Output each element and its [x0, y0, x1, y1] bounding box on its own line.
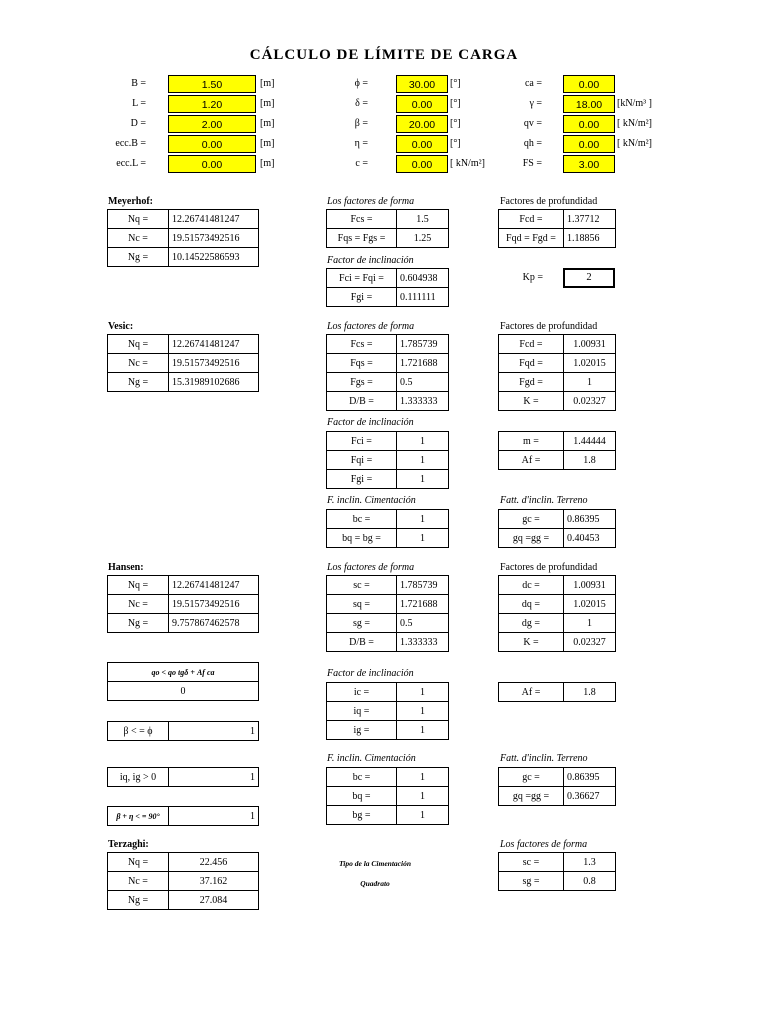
c1-label: β < = ϕ [108, 722, 169, 741]
vesic-m-table [498, 431, 616, 470]
row-label: D/B = [327, 392, 397, 411]
table-row [108, 614, 259, 633]
row-label: Nq = [108, 576, 169, 595]
row-value: 1 [564, 614, 616, 633]
hansen-incl-table [326, 682, 449, 740]
input-label: D = [130, 118, 146, 129]
hansen-ter-caption: Fatt. d'inclin. Terreno [500, 753, 588, 764]
row-value: 19.51573492516 [169, 595, 259, 614]
row-label: gc = [499, 768, 564, 787]
table-row [108, 373, 259, 392]
table-row [327, 510, 449, 529]
row-value: 0.36627 [564, 787, 616, 806]
row-label: bq = bg = [327, 529, 397, 548]
input-label: L = [132, 98, 146, 109]
input-value-cell[interactable]: 1.20 [168, 95, 256, 113]
hansen-n-table [107, 575, 259, 633]
row-value: 1.02015 [564, 595, 616, 614]
row-label: Nc = [108, 872, 169, 891]
table-row [327, 595, 449, 614]
input-label: qh = [523, 138, 542, 149]
row-value: 1 [397, 768, 449, 787]
row-label: Fqs = Fgs = [327, 229, 397, 248]
hansen-c1-table [107, 721, 259, 741]
c1-value: 1 [169, 722, 259, 741]
row-value: 0.8 [564, 872, 616, 891]
row-label: ig = [327, 721, 397, 740]
row-value: 9.757867462578 [169, 614, 259, 633]
row-label: Ng = [108, 614, 169, 633]
table-row [108, 229, 259, 248]
table-row [327, 614, 449, 633]
vesic-n-table [107, 334, 259, 392]
row-label: dg = [499, 614, 564, 633]
input-label: c = [355, 158, 368, 169]
row-label: K = [499, 392, 564, 411]
table-row [108, 872, 259, 891]
table-row [327, 373, 449, 392]
vesic-forma-table [326, 334, 449, 411]
row-label: Fcd = [499, 335, 564, 354]
c2-label: iq, ig > 0 [108, 768, 169, 787]
table-row [327, 529, 449, 548]
row-label: Nq = [108, 853, 169, 872]
table-row [499, 229, 616, 248]
kp-value: 2 [563, 268, 615, 288]
row-value: 1 [397, 432, 449, 451]
table-row [499, 614, 616, 633]
vesic-forma-caption: Los factores de forma [327, 321, 415, 332]
input-label: FS = [522, 158, 542, 169]
row-value: 1 [397, 721, 449, 740]
vesic-cim-table [326, 509, 449, 548]
input-label: δ = [355, 98, 368, 109]
row-value: 12.26741481247 [169, 576, 259, 595]
page-title: CÁLCULO DE LÍMITE DE CARGA [249, 47, 519, 63]
row-label: m = [499, 432, 564, 451]
table-row [327, 229, 449, 248]
table-row [327, 354, 449, 373]
row-label: Nq = [108, 210, 169, 229]
row-label: sg = [327, 614, 397, 633]
table-row [499, 576, 616, 595]
input-label: η = [354, 138, 368, 149]
row-value: 19.51573492516 [169, 354, 259, 373]
input-unit: [°] [450, 98, 461, 109]
table-row [499, 373, 616, 392]
table-row [327, 210, 449, 229]
input-label: ca = [524, 78, 542, 89]
row-label: gq =gg = [499, 529, 564, 548]
row-value: 1.785739 [397, 335, 449, 354]
row-value: 1 [397, 529, 449, 548]
table-row [499, 853, 616, 872]
table-row [499, 451, 616, 470]
row-label: bc = [327, 510, 397, 529]
cond-value: 0 [108, 682, 259, 701]
input-label: B = [131, 78, 146, 89]
input-value-cell[interactable]: 18.00 [563, 95, 615, 113]
table-row [499, 683, 616, 702]
row-value: 1 [397, 451, 449, 470]
vesic-prof-caption: Factores de profundidad [500, 321, 598, 332]
input-value-cell[interactable]: 3.00 [563, 155, 615, 173]
table-row [108, 576, 259, 595]
input-unit: [m] [260, 158, 275, 169]
vesic-cim-caption: F. inclin. Cimentación [327, 495, 416, 506]
row-value: 0.5 [397, 373, 449, 392]
row-value: 1.00931 [564, 576, 616, 595]
input-label: γ = [529, 98, 542, 109]
row-label: bc = [327, 768, 397, 787]
row-label: gc = [499, 510, 564, 529]
row-value: 0.86395 [564, 768, 616, 787]
row-value: 0.86395 [564, 510, 616, 529]
table-row [499, 335, 616, 354]
row-value: 1.02015 [564, 354, 616, 373]
input-value-cell[interactable]: 0.00 [168, 135, 256, 153]
meyerhof-incl-table [326, 268, 449, 307]
hansen-c3-table [107, 806, 259, 826]
row-value: 1.721688 [397, 595, 449, 614]
row-value: 1.18856 [564, 229, 616, 248]
row-value: 1.5 [397, 210, 449, 229]
row-value: 0.02327 [564, 633, 616, 652]
table-row [327, 683, 449, 702]
row-label: dq = [499, 595, 564, 614]
vesic-title: Vesic: [108, 321, 134, 332]
row-value: 1.785739 [397, 576, 449, 595]
vesic-prof-table [498, 334, 616, 411]
input-label: ϕ = [354, 78, 368, 89]
table-row [327, 432, 449, 451]
table-row [327, 470, 449, 489]
input-unit: [°] [450, 78, 461, 89]
row-label: Fqd = [499, 354, 564, 373]
row-label: Fgi = [327, 470, 397, 489]
terzaghi-n-table [107, 852, 259, 910]
row-label: D/B = [327, 633, 397, 652]
c3-value: 1 [169, 807, 259, 826]
row-label: bg = [327, 806, 397, 825]
hansen-prof-table [498, 575, 616, 652]
table-row [327, 702, 449, 721]
row-value: 1 [397, 806, 449, 825]
row-value: 1.44444 [564, 432, 616, 451]
row-value: 1 [397, 787, 449, 806]
hansen-incl-caption: Factor de inclinación [327, 668, 414, 679]
row-label: Af = [499, 683, 564, 702]
input-value-cell[interactable]: 0.00 [396, 95, 448, 113]
table-row [499, 633, 616, 652]
input-unit: [m] [260, 138, 275, 149]
row-label: sc = [499, 853, 564, 872]
row-label: sc = [327, 576, 397, 595]
input-value-cell[interactable]: 0.00 [563, 75, 615, 93]
input-unit: [°] [450, 138, 461, 149]
vesic-ter-caption: Fatt. d'inclin. Terreno [500, 495, 588, 506]
row-label: dc = [499, 576, 564, 595]
table-row [499, 510, 616, 529]
input-unit: [°] [450, 118, 461, 129]
row-value: 12.26741481247 [169, 335, 259, 354]
kp-label: Kp = [522, 272, 543, 283]
row-value: 0.111111 [397, 288, 449, 307]
input-label: ecc.L = [116, 158, 146, 169]
input-value-cell[interactable]: 30.00 [396, 75, 448, 93]
row-label: sq = [327, 595, 397, 614]
row-label: Fcd = [499, 210, 564, 229]
input-unit: [kN/m³ ] [617, 98, 652, 109]
cond-head: qo < qo tgδ + Af ca [151, 667, 215, 677]
table-row [499, 872, 616, 891]
row-value: 1.8 [564, 683, 616, 702]
table-row [108, 335, 259, 354]
input-unit: [ kN/m²] [450, 158, 485, 169]
table-row [327, 633, 449, 652]
row-label: Fcs = [327, 335, 397, 354]
row-label: Ng = [108, 373, 169, 392]
tipo-value: Quadrato [360, 879, 390, 888]
row-value: 15.31989102686 [169, 373, 259, 392]
input-value-cell[interactable]: 0.00 [396, 155, 448, 173]
input-value-cell[interactable]: 2.00 [168, 115, 256, 133]
row-value: 1.00931 [564, 335, 616, 354]
table-row [327, 721, 449, 740]
input-value-cell[interactable]: 0.00 [168, 155, 256, 173]
table-row [499, 210, 616, 229]
table-row [499, 595, 616, 614]
vesic-ter-table [498, 509, 616, 548]
row-label: ic = [327, 683, 397, 702]
hansen-title: Hansen: [108, 562, 144, 573]
hansen-cond-table [107, 662, 259, 701]
row-label: sg = [499, 872, 564, 891]
row-label: Fgs = [327, 373, 397, 392]
table-row [499, 529, 616, 548]
row-label: Nq = [108, 335, 169, 354]
row-label: Fgd = [499, 373, 564, 392]
hansen-ter-table [498, 767, 616, 806]
row-label: gq =gg = [499, 787, 564, 806]
vesic-incl-table [326, 431, 449, 489]
hansen-cim-table [326, 767, 449, 825]
input-value-cell[interactable]: 20.00 [396, 115, 448, 133]
row-value: 1.8 [564, 451, 616, 470]
input-value-cell[interactable]: 0.00 [396, 135, 448, 153]
hansen-c2-table [107, 767, 259, 787]
meyerhof-title: Meyerhof: [108, 196, 153, 207]
terzaghi-title: Terzaghi: [108, 839, 149, 850]
row-value: 0.5 [397, 614, 449, 633]
row-value: 1.721688 [397, 354, 449, 373]
c3-label: β + η < = 90° [116, 811, 160, 821]
meyerhof-incl-caption: Factor de inclinación [327, 255, 414, 266]
input-value-cell[interactable]: 0.00 [563, 135, 615, 153]
row-value: 37.162 [169, 872, 259, 891]
c2-value: 1 [169, 768, 259, 787]
row-label: Nc = [108, 595, 169, 614]
row-value: 1.37712 [564, 210, 616, 229]
row-label: Fqd = Fgd = [499, 229, 564, 248]
row-value: 22.456 [169, 853, 259, 872]
input-value-cell[interactable]: 0.00 [563, 115, 615, 133]
table-row [499, 787, 616, 806]
table-row [108, 248, 259, 267]
table-row [108, 210, 259, 229]
hansen-cim-caption: F. inclin. Cimentación [327, 753, 416, 764]
vesic-incl-caption: Factor de inclinación [327, 417, 414, 428]
table-row [499, 392, 616, 411]
row-label: Fgi = [327, 288, 397, 307]
row-label: Fci = [327, 432, 397, 451]
table-row [108, 853, 259, 872]
row-value: 0.604938 [397, 269, 449, 288]
row-value: 1 [397, 683, 449, 702]
row-label: bq = [327, 787, 397, 806]
meyerhof-n-table [107, 209, 259, 267]
hansen-forma-caption: Los factores de forma [327, 562, 415, 573]
row-label: Nc = [108, 229, 169, 248]
meyerhof-forma-caption: Los factores de forma [327, 196, 415, 207]
row-value: 0.40453 [564, 529, 616, 548]
table-row [108, 891, 259, 910]
row-label: iq = [327, 702, 397, 721]
row-label: Ng = [108, 248, 169, 267]
hansen-af-table [498, 682, 616, 702]
row-label: Fqs = [327, 354, 397, 373]
terzaghi-forma-table [498, 852, 616, 891]
row-label: Fci = Fqi = [327, 269, 397, 288]
row-value: 1 [397, 470, 449, 489]
row-label: Af = [499, 451, 564, 470]
row-value: 0.02327 [564, 392, 616, 411]
hansen-prof-caption: Factores de profundidad [500, 562, 598, 573]
input-value-cell[interactable]: 1.50 [168, 75, 256, 93]
input-unit: [m] [260, 78, 275, 89]
input-unit: [m] [260, 98, 275, 109]
input-unit: [ kN/m²] [617, 138, 652, 149]
meyerhof-forma-table [326, 209, 449, 248]
row-value: 1.333333 [397, 392, 449, 411]
input-unit: [ kN/m²] [617, 118, 652, 129]
input-label: ecc.B = [115, 138, 146, 149]
row-value: 10.14522586593 [169, 248, 259, 267]
input-unit: [m] [260, 118, 275, 129]
input-label: β = [354, 118, 368, 129]
row-label: Fqi = [327, 451, 397, 470]
row-value: 1.25 [397, 229, 449, 248]
table-row [327, 576, 449, 595]
table-row [327, 451, 449, 470]
row-label: K = [499, 633, 564, 652]
tipo-caption: Tipo de la Cimentación [338, 859, 411, 868]
row-value: 27.084 [169, 891, 259, 910]
table-row [327, 806, 449, 825]
table-row [327, 288, 449, 307]
table-row [499, 354, 616, 373]
table-row [327, 269, 449, 288]
table-row [327, 335, 449, 354]
table-row [108, 595, 259, 614]
row-value: 1 [397, 510, 449, 529]
input-label: qv = [523, 118, 542, 129]
terzaghi-forma-caption: Los factores de forma [500, 839, 588, 850]
row-value: 1.333333 [397, 633, 449, 652]
meyerhof-prof-caption: Factores de profundidad [500, 196, 598, 207]
table-row [327, 392, 449, 411]
row-value: 1 [564, 373, 616, 392]
hansen-forma-table [326, 575, 449, 652]
row-label: Nc = [108, 354, 169, 373]
row-value: 1 [397, 702, 449, 721]
table-row [108, 354, 259, 373]
row-label: Ng = [108, 891, 169, 910]
table-row [327, 768, 449, 787]
table-row [327, 787, 449, 806]
meyerhof-prof-table [498, 209, 616, 248]
row-label: Fcs = [327, 210, 397, 229]
row-value: 1.3 [564, 853, 616, 872]
table-row [499, 432, 616, 451]
row-value: 19.51573492516 [169, 229, 259, 248]
row-value: 12.26741481247 [169, 210, 259, 229]
table-row [499, 768, 616, 787]
